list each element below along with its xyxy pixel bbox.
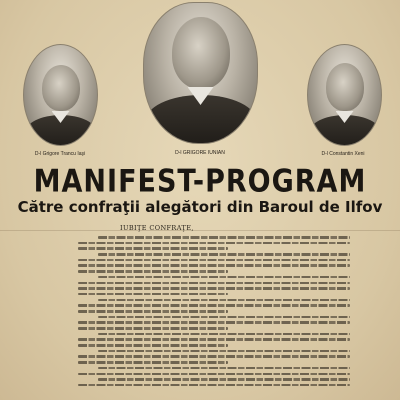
portrait-head [326,63,364,111]
portrait-center-caption: D-l GRIGORE IUNIAN [175,150,225,156]
body-text-line [78,373,350,376]
body-paragraph [78,350,350,364]
body-paragraph [78,367,350,375]
paper-fold-line [0,230,400,231]
body-text-line [78,270,228,273]
body-text-line [78,264,350,267]
body-text-line [98,276,350,279]
body-text-line [78,282,350,285]
body-text-line [78,321,350,324]
body-paragraph [78,236,350,250]
body-text-line [78,247,228,250]
body-paragraph [78,276,350,296]
body-text-line [98,350,350,353]
portrait-head [172,17,230,89]
body-text-line [78,355,350,358]
portrait-head [42,65,80,111]
body-paragraph [78,316,350,330]
body-text-line [98,316,350,319]
portrait-left-photo [23,44,98,146]
salutation: IUBIŢE CONFRAŢE, [120,224,194,232]
body-text-line [78,327,228,330]
body-text-line [78,242,350,245]
portrait-center-photo [143,2,258,144]
body-text-line [78,384,350,387]
headline: MANIFEST-PROGRAM [33,164,367,200]
subtitle: Către confraţii alegători din Baroul de Ilfov [17,198,383,216]
body-text-line [98,367,350,370]
portrait-right-caption: D-l Constantin Xeni [321,151,365,157]
body-text-line [98,253,350,256]
body-text-line [78,259,350,262]
body-text-line [78,293,228,296]
manifesto-body-text [78,236,350,390]
body-text-line [98,378,350,381]
body-paragraph [78,299,350,313]
body-text-line [98,236,350,239]
body-text-line [78,344,228,347]
body-text-line [98,333,350,336]
body-text-line [78,338,350,341]
body-text-line [98,299,350,302]
body-paragraph [78,333,350,347]
body-text-line [78,310,228,313]
body-text-line [78,361,228,364]
body-paragraph [78,253,350,273]
body-paragraph [78,378,350,386]
portrait-right-photo [307,44,382,146]
body-text-line [78,304,350,307]
portrait-left-caption: D-l Grigore Trancu Iaşi [34,151,86,157]
body-text-line [78,287,350,290]
